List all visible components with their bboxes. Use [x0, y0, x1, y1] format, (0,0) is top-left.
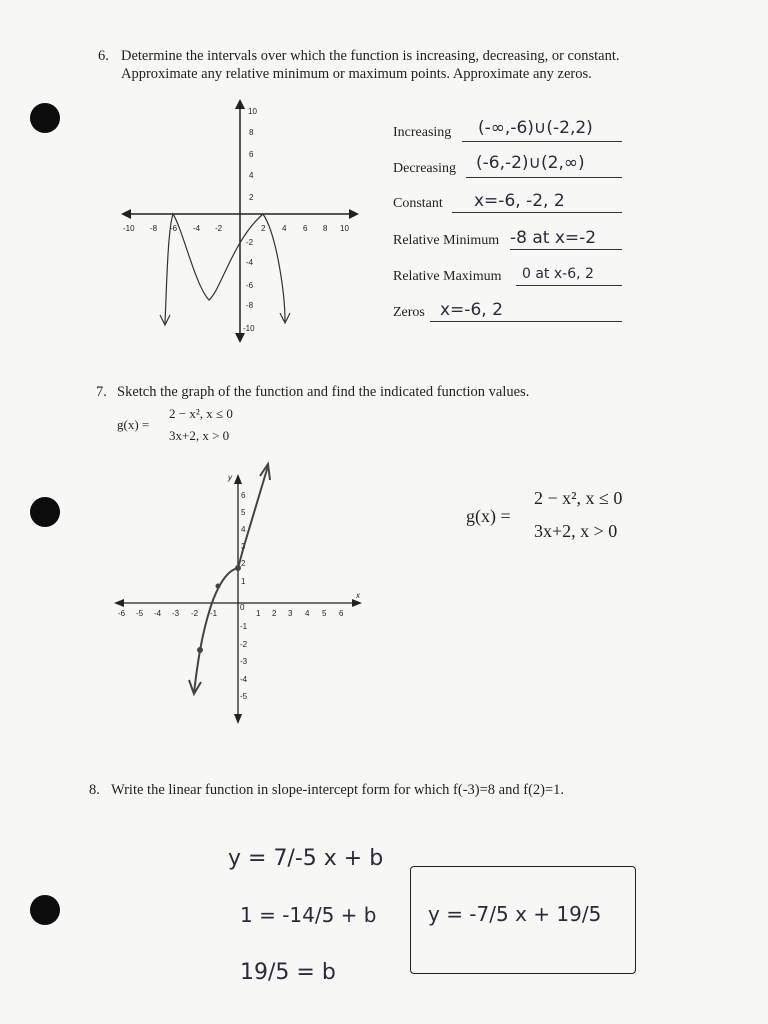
q8-work-line-2: 1 = -14/5 + b	[240, 903, 377, 927]
q7-xtick: 0	[240, 603, 245, 612]
zeros-answer-line	[430, 321, 622, 322]
q7-ytick: -1	[240, 622, 248, 631]
q6-ytick: 6	[249, 150, 254, 159]
q7-line-piece	[238, 466, 268, 568]
q7-ytick: -4	[240, 675, 248, 684]
q7-xtick: -3	[172, 609, 180, 618]
q6-xtick: 10	[340, 224, 349, 233]
q6-ytick: 8	[249, 128, 254, 137]
increasing-label: Increasing	[393, 125, 452, 140]
q6-xtick: -6	[170, 224, 178, 233]
q6-xtick: -10	[123, 224, 135, 233]
q7-graph	[110, 458, 370, 728]
q7-xtick: 1	[256, 609, 261, 618]
q6-ytick: -2	[246, 238, 254, 247]
q6-xtick: -4	[193, 224, 201, 233]
q8-number: 8.	[89, 782, 100, 798]
q6-ytick: -6	[246, 281, 254, 290]
q6-y-arrow-up	[235, 99, 245, 109]
q6-function-curve	[165, 214, 285, 323]
q7-xtick: -1	[210, 609, 218, 618]
q8-final-answer[interactable]: y = -7/5 x + 19/5	[428, 902, 602, 926]
q6-ytick: 10	[248, 107, 257, 116]
q6-xtick: -8	[150, 224, 158, 233]
q7-piece1-small: 2 − x², x ≤ 0	[169, 406, 233, 421]
binder-hole-1	[30, 103, 60, 133]
relative-maximum-label: Relative Maximum	[393, 269, 502, 284]
q7-x-arrow-left	[114, 599, 124, 607]
q6-x-arrow-right	[349, 209, 359, 219]
q6-instructions-line2: Approximate any relative minimum or maximum points. Approximate any zeros.	[121, 66, 592, 82]
q7-point	[216, 584, 221, 589]
q6-ytick: -10	[243, 324, 255, 333]
q7-xtick: 4	[305, 609, 310, 618]
q7-y-arrow-down	[234, 714, 242, 724]
q6-graph	[115, 95, 375, 350]
q6-instructions-line1: Determine the intervals over which the function is increasing, decreasing, or constant.	[121, 48, 620, 64]
q7-xtick: -2	[191, 609, 199, 618]
q7-x-arrow-right	[352, 599, 362, 607]
q7-piece2-large: 3x+2, x > 0	[534, 521, 618, 541]
decreasing-answer-line	[466, 177, 622, 178]
constant-label: Constant	[393, 196, 443, 211]
relative-maximum-answer-line	[516, 285, 622, 286]
q6-ytick: -8	[246, 301, 254, 310]
decreasing-label: Decreasing	[393, 161, 456, 176]
q7-xtick: -5	[136, 609, 144, 618]
q6-x-arrow-left	[121, 209, 131, 219]
q7-ytick: -3	[240, 657, 248, 666]
q7-ytick: 4	[241, 525, 246, 534]
q6-xtick: 4	[282, 224, 287, 233]
q7-point	[197, 647, 203, 653]
q7-piece2-small: 3x+2, x > 0	[169, 428, 230, 443]
q8-work-line-1: y = 7/-5 x + b	[228, 846, 384, 871]
increasing-answer-line	[462, 141, 622, 142]
q7-ytick: -5	[240, 692, 248, 701]
q7-ytick: 1	[241, 577, 246, 586]
zeros-label: Zeros	[393, 305, 425, 320]
relative-minimum-answer[interactable]: -8 at x=-2	[510, 228, 597, 248]
q7-ytick: 3	[241, 542, 246, 551]
q7-func-name-large: g(x) =	[466, 506, 511, 526]
q7-xtick: 3	[288, 609, 293, 618]
q7-func-name-small: g(x) =	[117, 417, 150, 432]
q7-y-arrow-up	[234, 474, 242, 484]
increasing-answer[interactable]: (-∞,-6)∪(-2,2)	[478, 118, 593, 138]
q6-xtick: 8	[323, 224, 328, 233]
q6-y-arrow-down	[235, 333, 245, 343]
q7-ytick: -2	[240, 640, 248, 649]
q7-xtick: 5	[322, 609, 327, 618]
relative-maximum-answer[interactable]: 0 at x-6, 2	[522, 266, 594, 282]
q6-xtick: 6	[303, 224, 308, 233]
q6-number: 6.	[98, 48, 109, 64]
binder-hole-2	[30, 497, 60, 527]
zeros-answer[interactable]: x=-6, 2	[440, 300, 503, 320]
relative-minimum-answer-line	[510, 249, 622, 250]
q6-xtick: -2	[215, 224, 223, 233]
q7-number: 7.	[96, 384, 107, 400]
q7-ytick: 6	[241, 491, 246, 500]
q7-xtick: -4	[154, 609, 162, 618]
decreasing-answer[interactable]: (-6,-2)∪(2,∞)	[476, 153, 585, 173]
q7-x-axis-label: x	[356, 591, 360, 600]
q7-xtick: 2	[272, 609, 277, 618]
q7-piece1-large: 2 − x², x ≤ 0	[534, 488, 623, 508]
q6-ytick: -4	[246, 258, 254, 267]
q7-xtick: -6	[118, 609, 126, 618]
q8-work-line-3: 19/5 = b	[240, 960, 336, 985]
q8-instructions: Write the linear function in slope-intercept form for which f(-3)=8 and f(2)=1.	[111, 782, 565, 798]
q7-ytick: 2	[241, 559, 246, 568]
relative-minimum-label: Relative Minimum	[393, 233, 500, 248]
q7-xtick: 6	[339, 609, 344, 618]
q7-ytick: 5	[241, 508, 246, 517]
q6-xtick: 2	[261, 224, 266, 233]
q7-instructions: Sketch the graph of the function and find the indicated function values.	[117, 384, 530, 400]
constant-answer-line	[452, 212, 622, 213]
q6-ytick: 2	[249, 193, 254, 202]
q6-ytick: 4	[249, 171, 254, 180]
binder-hole-3	[30, 895, 60, 925]
constant-answer[interactable]: x=-6, -2, 2	[474, 191, 565, 211]
q7-y-axis-label: y	[228, 473, 232, 482]
